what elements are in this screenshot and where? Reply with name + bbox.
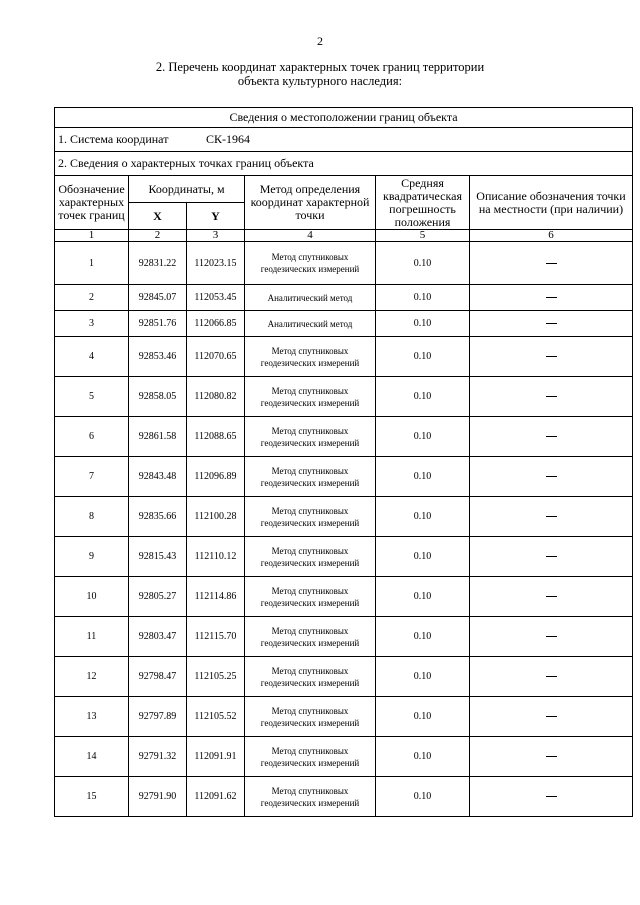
point-id: 13 [55, 697, 129, 737]
point-id: 4 [55, 337, 129, 377]
table-row [55, 242, 633, 285]
method: Метод спутниковых геодезических измерений [245, 657, 376, 697]
error-value: 0.10 [376, 697, 470, 737]
error-value: 0.10 [376, 417, 470, 457]
table-row [55, 697, 633, 737]
description-cell [470, 537, 633, 577]
method: Метод спутниковых геодезических измерений [245, 737, 376, 777]
col-error-header: Средняя квадратическая погрешность положения [376, 176, 470, 230]
y-coordinate: 112053.45 [187, 285, 245, 311]
y-coordinate: 112114.86 [187, 577, 245, 617]
column-number: 2 [129, 230, 187, 242]
col-y-header: Y [187, 203, 245, 230]
point-id: 5 [55, 377, 129, 417]
method: Метод спутниковых геодезических измерений [245, 577, 376, 617]
table-row [55, 777, 633, 817]
description-cell [470, 457, 633, 497]
point-id: 14 [55, 737, 129, 777]
point-id: 6 [55, 417, 129, 457]
method: Аналитический метод [245, 285, 376, 311]
dash-mark [546, 436, 557, 437]
error-value: 0.10 [376, 537, 470, 577]
x-coordinate: 92797.89 [129, 697, 187, 737]
table-row [55, 537, 633, 577]
coord-system-label: 1. Система координат [58, 132, 169, 146]
dash-mark [546, 716, 557, 717]
table-row [55, 417, 633, 457]
y-coordinate: 112080.82 [187, 377, 245, 417]
dash-mark [546, 676, 557, 677]
col-description-header: Описание обозначения точки на местности (при наличии) [470, 176, 633, 230]
dash-mark [546, 356, 557, 357]
column-number: 1 [55, 230, 129, 242]
col-coordinates-header: Координаты, м [129, 176, 245, 203]
table-row [55, 285, 633, 311]
description-cell [470, 497, 633, 537]
points-header: 2. Сведения о характерных точках границ объекта [55, 152, 633, 176]
dash-mark [546, 396, 557, 397]
x-coordinate: 92803.47 [129, 617, 187, 657]
point-id: 8 [55, 497, 129, 537]
error-value: 0.10 [376, 337, 470, 377]
column-number: 4 [245, 230, 376, 242]
error-value: 0.10 [376, 377, 470, 417]
x-coordinate: 92791.90 [129, 777, 187, 817]
page-number: 2 [317, 34, 323, 48]
x-coordinate: 92805.27 [129, 577, 187, 617]
description-cell [470, 617, 633, 657]
method: Метод спутниковых геодезических измерений [245, 242, 376, 285]
error-value: 0.10 [376, 617, 470, 657]
x-coordinate: 92835.66 [129, 497, 187, 537]
title-line-2: объекта культурного наследия: [237, 74, 403, 88]
error-value: 0.10 [376, 311, 470, 337]
point-id: 3 [55, 311, 129, 337]
table-row [55, 657, 633, 697]
x-coordinate: 92851.76 [129, 311, 187, 337]
y-coordinate: 112088.65 [187, 417, 245, 457]
error-value: 0.10 [376, 242, 470, 285]
dash-mark [546, 596, 557, 597]
col-method-header: Метод определения координат характерной точки [245, 176, 376, 230]
table-row [55, 377, 633, 417]
description-cell [470, 311, 633, 337]
description-cell [470, 777, 633, 817]
point-id: 10 [55, 577, 129, 617]
description-cell [470, 737, 633, 777]
document-title [0, 60, 640, 88]
y-coordinate: 112023.15 [187, 242, 245, 285]
coord-system-value: СК-1964 [206, 132, 251, 146]
description-cell [470, 417, 633, 457]
x-coordinate: 92831.22 [129, 242, 187, 285]
method: Метод спутниковых геодезических измерений [245, 417, 376, 457]
x-coordinate: 92791.32 [129, 737, 187, 777]
method: Метод спутниковых геодезических измерений [245, 337, 376, 377]
y-coordinate: 112105.52 [187, 697, 245, 737]
y-coordinate: 112100.28 [187, 497, 245, 537]
coordinates-table [54, 107, 633, 817]
error-value: 0.10 [376, 657, 470, 697]
x-coordinate: 92815.43 [129, 537, 187, 577]
y-coordinate: 112070.65 [187, 337, 245, 377]
title-line-1: 2. Перечень координат характерных точек границ территории [155, 60, 485, 74]
description-cell [470, 337, 633, 377]
y-coordinate: 112091.91 [187, 737, 245, 777]
description-cell [470, 242, 633, 285]
x-coordinate: 92843.48 [129, 457, 187, 497]
table-row [55, 497, 633, 537]
point-id: 1 [55, 242, 129, 285]
method: Метод спутниковых геодезических измерений [245, 377, 376, 417]
x-coordinate: 92853.46 [129, 337, 187, 377]
table-row [55, 737, 633, 777]
y-coordinate: 112096.89 [187, 457, 245, 497]
dash-mark [546, 796, 557, 797]
method: Метод спутниковых геодезических измерений [245, 457, 376, 497]
dash-mark [546, 323, 557, 324]
table-row [55, 457, 633, 497]
dash-mark [546, 636, 557, 637]
method: Метод спутниковых геодезических измерений [245, 617, 376, 657]
table-row [55, 577, 633, 617]
dash-mark [546, 516, 557, 517]
x-coordinate: 92798.47 [129, 657, 187, 697]
column-number: 3 [187, 230, 245, 242]
point-id: 11 [55, 617, 129, 657]
description-cell [470, 377, 633, 417]
col-designation-header: Обозначение характерных точек границ [55, 176, 129, 230]
error-value: 0.10 [376, 457, 470, 497]
y-coordinate: 112105.25 [187, 657, 245, 697]
dash-mark [546, 556, 557, 557]
point-id: 15 [55, 777, 129, 817]
method: Метод спутниковых геодезических измерений [245, 497, 376, 537]
coord-system-row [55, 128, 633, 152]
column-number: 5 [376, 230, 470, 242]
error-value: 0.10 [376, 497, 470, 537]
y-coordinate: 112110.12 [187, 537, 245, 577]
method: Аналитический метод [245, 311, 376, 337]
y-coordinate: 112066.85 [187, 311, 245, 337]
point-id: 2 [55, 285, 129, 311]
dash-mark [546, 297, 557, 298]
description-cell [470, 285, 633, 311]
point-id: 9 [55, 537, 129, 577]
point-id: 12 [55, 657, 129, 697]
col-x-header: X [129, 203, 187, 230]
y-coordinate: 112115.70 [187, 617, 245, 657]
description-cell [470, 697, 633, 737]
point-id: 7 [55, 457, 129, 497]
x-coordinate: 92861.58 [129, 417, 187, 457]
table-row [55, 311, 633, 337]
method: Метод спутниковых геодезических измерений [245, 537, 376, 577]
description-cell [470, 657, 633, 697]
dash-mark [546, 756, 557, 757]
column-number: 6 [470, 230, 633, 242]
table-row [55, 337, 633, 377]
dash-mark [546, 476, 557, 477]
y-coordinate: 112091.62 [187, 777, 245, 817]
error-value: 0.10 [376, 285, 470, 311]
method: Метод спутниковых геодезических измерений [245, 697, 376, 737]
dash-mark [546, 263, 557, 264]
table-row [55, 617, 633, 657]
description-cell [470, 577, 633, 617]
section-header: Сведения о местоположении границ объекта [55, 108, 633, 128]
x-coordinate: 92845.07 [129, 285, 187, 311]
error-value: 0.10 [376, 737, 470, 777]
method: Метод спутниковых геодезических измерений [245, 777, 376, 817]
error-value: 0.10 [376, 577, 470, 617]
x-coordinate: 92858.05 [129, 377, 187, 417]
error-value: 0.10 [376, 777, 470, 817]
